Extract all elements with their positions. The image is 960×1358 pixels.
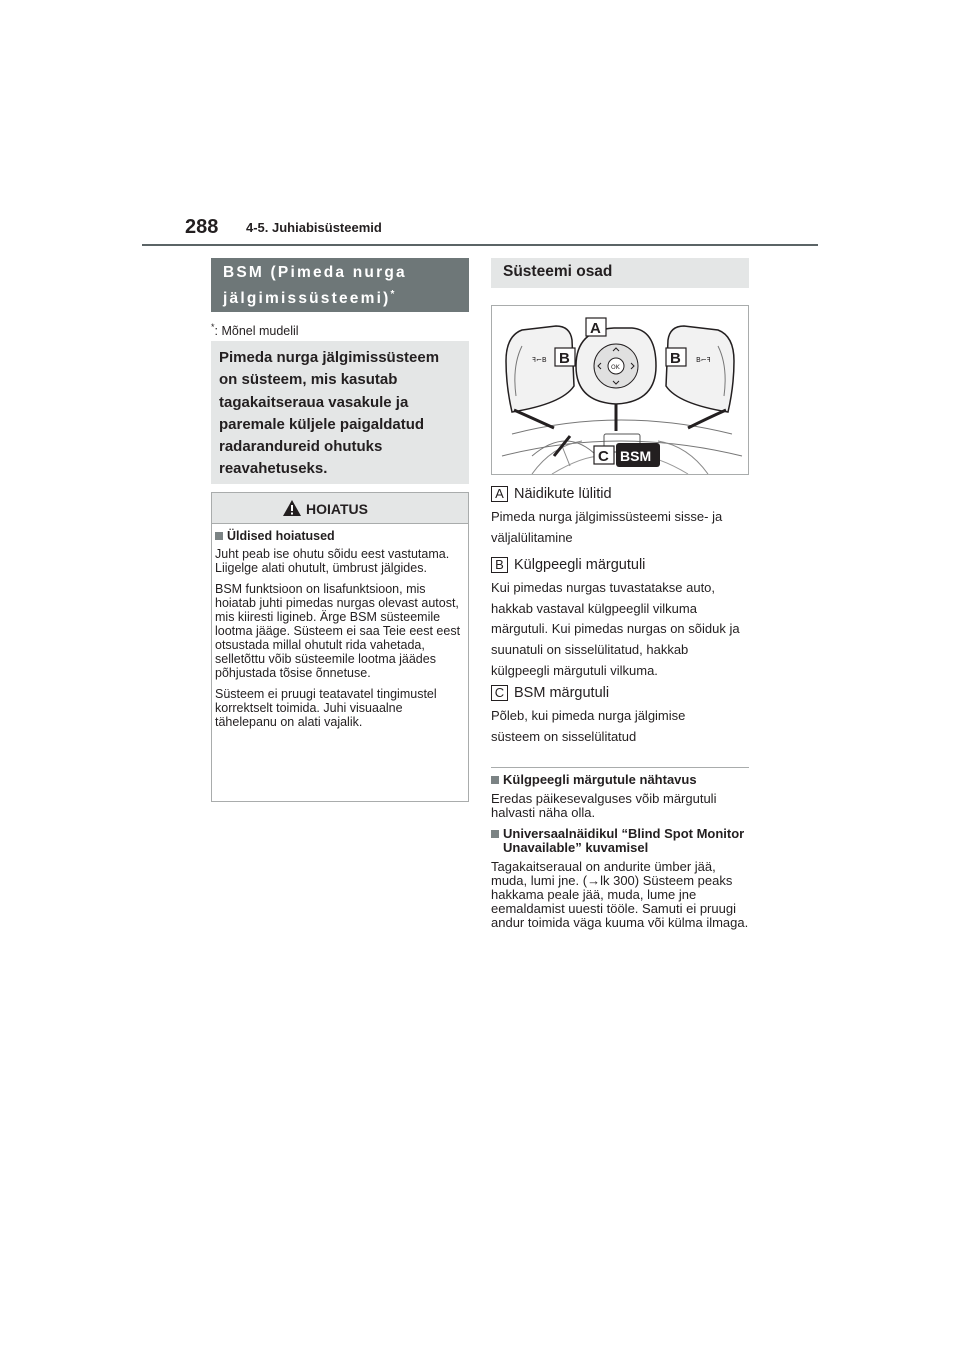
warning-heading: Üldised hoiatused	[215, 529, 461, 543]
intro-line: radarandureid ohutuks	[219, 438, 383, 456]
note-text: Tagakaitseraual on andurite ümber jää, muda, lumi jne. (→lk 300) Süsteem peaks hakkama peale jää, muda, lume jne eemaldamist uuesti tööle. Samuti ei pruugi andur toimida väga kuuma või külma ilmaga.	[491, 859, 749, 930]
title-asterisk: *	[390, 289, 395, 300]
item-description: Põleb, kui pimeda nurga jälgimise süsteem on sisselülitatud	[491, 708, 686, 744]
svg-text:OK: OK	[611, 364, 620, 371]
bsm-title-line2: jälgimissüsteemi)*	[223, 289, 395, 308]
warning-paragraph: BSM funktsioon on lisafunktsioon, mis hoiatab juhti pimedas nurgas olevast autost, mis kiiresti ligineb. Ärge BSM süsteemile lootma jääge. Süsteem ei saa Teie eest eest otsustada millal ohutult rida vahetada, selletõttu võib süsteemile lootma jäädes põhjustada tõsise õnnetuse.	[215, 582, 461, 680]
intro-line: on süsteem, mis kasutab	[219, 371, 398, 389]
intro-line: tagakaitseraua vasakule ja	[219, 393, 409, 411]
component-item-b	[491, 557, 749, 682]
intro-line: paremale küljele paigaldatud	[219, 415, 425, 433]
item-title: Külgpeegli märgutuli	[514, 557, 646, 573]
warning-title: HOIATUS	[306, 501, 368, 517]
bsm-title-line1: BSM (Pimeda nurga	[223, 264, 407, 281]
warning-header	[212, 493, 468, 524]
components-figure	[491, 305, 749, 475]
components-title: Süsteemi osad	[491, 258, 749, 288]
notes-divider	[491, 767, 749, 768]
figure-label-b-right: B	[670, 350, 681, 367]
header-rule	[142, 244, 818, 246]
bullet-square-icon	[215, 532, 223, 540]
page-number: 288	[185, 216, 219, 238]
bsm-indicator-label: BSM	[620, 448, 652, 464]
intro-line: reavahetuseks.	[219, 460, 328, 478]
item-label: C	[491, 685, 508, 701]
item-label: B	[491, 557, 508, 573]
bsm-title-box	[211, 258, 469, 312]
figure-label-c: C	[598, 448, 609, 465]
warning-paragraph: Juht peab ise ohutu sõidu eest vastutama. Liigelge alati ohutult, ümbrust jälgides.	[215, 547, 450, 575]
notes-section	[491, 773, 753, 937]
warning-box	[211, 492, 469, 802]
bullet-square-icon	[491, 830, 499, 838]
intro-box	[211, 341, 469, 484]
note-text: Eredas päikesevalguses võib märgutuli halvasti näha olla.	[491, 791, 717, 820]
item-title: BSM märgutuli	[514, 685, 610, 701]
component-item-c	[491, 685, 749, 747]
section-title: 4-5. Juhiabisüsteemid	[246, 220, 382, 235]
item-description: Kui pimedas nurgas tuvastatakse auto, hakkab vastaval külgpeeglil vilkuma märgutuli. Kui pimedas nurgas on sõiduk ja suunatuli on sisselülitatud, hakkab külgpeegli märgutuli vilkuma.	[491, 580, 740, 678]
footnote: *: Mõnel mudelil	[211, 322, 299, 339]
item-description: Pimeda nurga jälgimissüsteemi sisse- ja väljalülitamine	[491, 509, 723, 545]
svg-text:B⌐ꟻ: B⌐ꟻ	[696, 356, 711, 364]
figure-label-b-left: B	[559, 350, 570, 367]
component-item-a	[491, 486, 749, 548]
warning-triangle-icon	[282, 499, 302, 517]
item-title: Näidikute lülitid	[514, 486, 612, 502]
note-heading: Universaalnäidikul “Blind Spot Monitor Unavailable” kuvamisel	[491, 827, 753, 855]
warning-paragraph: Süsteem ei pruugi teatavatel tingimustel korrektselt toimida. Juhi visuaalne tähelepanu on alati vajalik.	[215, 687, 437, 729]
figure-label-a: A	[590, 320, 601, 337]
note-heading: Külgpeegli märgutule nähtavus	[491, 773, 753, 787]
intro-line: Pimeda nurga jälgimissüsteem	[219, 349, 440, 366]
bullet-square-icon	[491, 776, 499, 784]
svg-text:ꟻ⌐B: ꟻ⌐B	[532, 356, 547, 364]
item-label: A	[491, 486, 508, 502]
dashboard-illustration	[492, 306, 748, 474]
